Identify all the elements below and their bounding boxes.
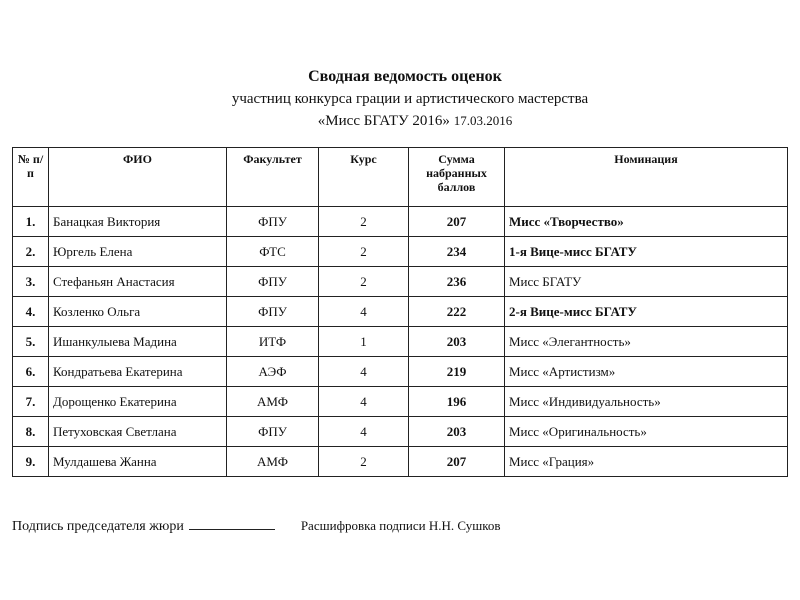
cell-nomination: 1-я Вице-мисс БГАТУ [505,237,788,267]
cell-number: 8. [13,417,49,447]
cell-nomination: Мисс «Грация» [505,447,788,477]
table-body [13,207,788,477]
header-name: ФИО [49,148,227,207]
cell-faculty: ФПУ [227,417,319,447]
cell-course: 2 [319,207,409,237]
header-nomination: Номинация [505,148,788,207]
cell-score: 207 [409,447,505,477]
cell-faculty: ФТС [227,237,319,267]
cell-number: 2. [13,237,49,267]
cell-name: Банацкая Виктория [49,207,227,237]
cell-course: 2 [319,447,409,477]
cell-name: Дорощенко Екатерина [49,387,227,417]
cell-course: 4 [319,417,409,447]
header-number: № п/п [13,148,49,207]
signature-line [12,517,501,535]
cell-nomination: Мисс «Творчество» [505,207,788,237]
cell-course: 4 [319,297,409,327]
cell-name: Кондратьева Екатерина [49,357,227,387]
cell-faculty: ИТФ [227,327,319,357]
cell-name: Мулдашева Жанна [49,447,227,477]
cell-faculty: ФПУ [227,207,319,237]
table-row [13,387,788,417]
cell-course: 4 [319,357,409,387]
cell-faculty: ФПУ [227,267,319,297]
signature-decode: Расшифровка подписи Н.Н. Сушков [300,518,501,533]
cell-score: 219 [409,357,505,387]
table-row [13,447,788,477]
table-row [13,297,788,327]
table-row [13,267,788,297]
cell-number: 7. [13,387,49,417]
cell-score: 203 [409,327,505,357]
cell-nomination: Мисс «Индивидуальность» [505,387,788,417]
contest-name: «Мисс БГАТУ 2016» [317,113,450,129]
cell-faculty: ФПУ [227,297,319,327]
document-title: Сводная ведомость оценок [308,68,502,85]
document-date: 17.03.2016 [453,113,513,128]
document-header [0,66,800,132]
cell-name: Юргель Елена [49,237,227,267]
cell-course: 1 [319,327,409,357]
table-row [13,237,788,267]
cell-name: Стефаньян Анастасия [49,267,227,297]
table-row [13,357,788,387]
cell-score: 207 [409,207,505,237]
cell-nomination: Мисс «Оригинальность» [505,417,788,447]
cell-score: 196 [409,387,505,417]
cell-name: Петуховская Светлана [49,417,227,447]
header-score: Сумма набранных баллов [409,148,505,207]
table-row [13,207,788,237]
cell-course: 2 [319,237,409,267]
cell-name: Козленко Ольга [49,297,227,327]
header-faculty: Факультет [227,148,319,207]
cell-number: 9. [13,447,49,477]
cell-nomination: Мисс «Элегантность» [505,327,788,357]
cell-nomination: 2-я Вице-мисс БГАТУ [505,297,788,327]
cell-number: 4. [13,297,49,327]
cell-score: 236 [409,267,505,297]
results-table [12,147,788,477]
cell-nomination: Мисс БГАТУ [505,267,788,297]
cell-course: 2 [319,267,409,297]
cell-faculty: АМФ [227,387,319,417]
cell-faculty: АЭФ [227,357,319,387]
cell-number: 3. [13,267,49,297]
cell-number: 6. [13,357,49,387]
cell-score: 203 [409,417,505,447]
table-header-row [13,148,788,207]
table-row [13,327,788,357]
signature-label: Подпись председателя жюри [12,519,184,534]
cell-name: Ишанкулыева Мадина [49,327,227,357]
cell-course: 4 [319,387,409,417]
cell-nomination: Мисс «Артистизм» [505,357,788,387]
cell-score: 222 [409,297,505,327]
cell-score: 234 [409,237,505,267]
cell-number: 1. [13,207,49,237]
header-course: Курс [319,148,409,207]
cell-faculty: АМФ [227,447,319,477]
signature-blank [189,517,275,530]
cell-number: 5. [13,327,49,357]
contest-line [0,110,800,132]
document-subtitle: участниц конкурса грации и артистического мастерства [231,91,589,107]
table-row [13,417,788,447]
